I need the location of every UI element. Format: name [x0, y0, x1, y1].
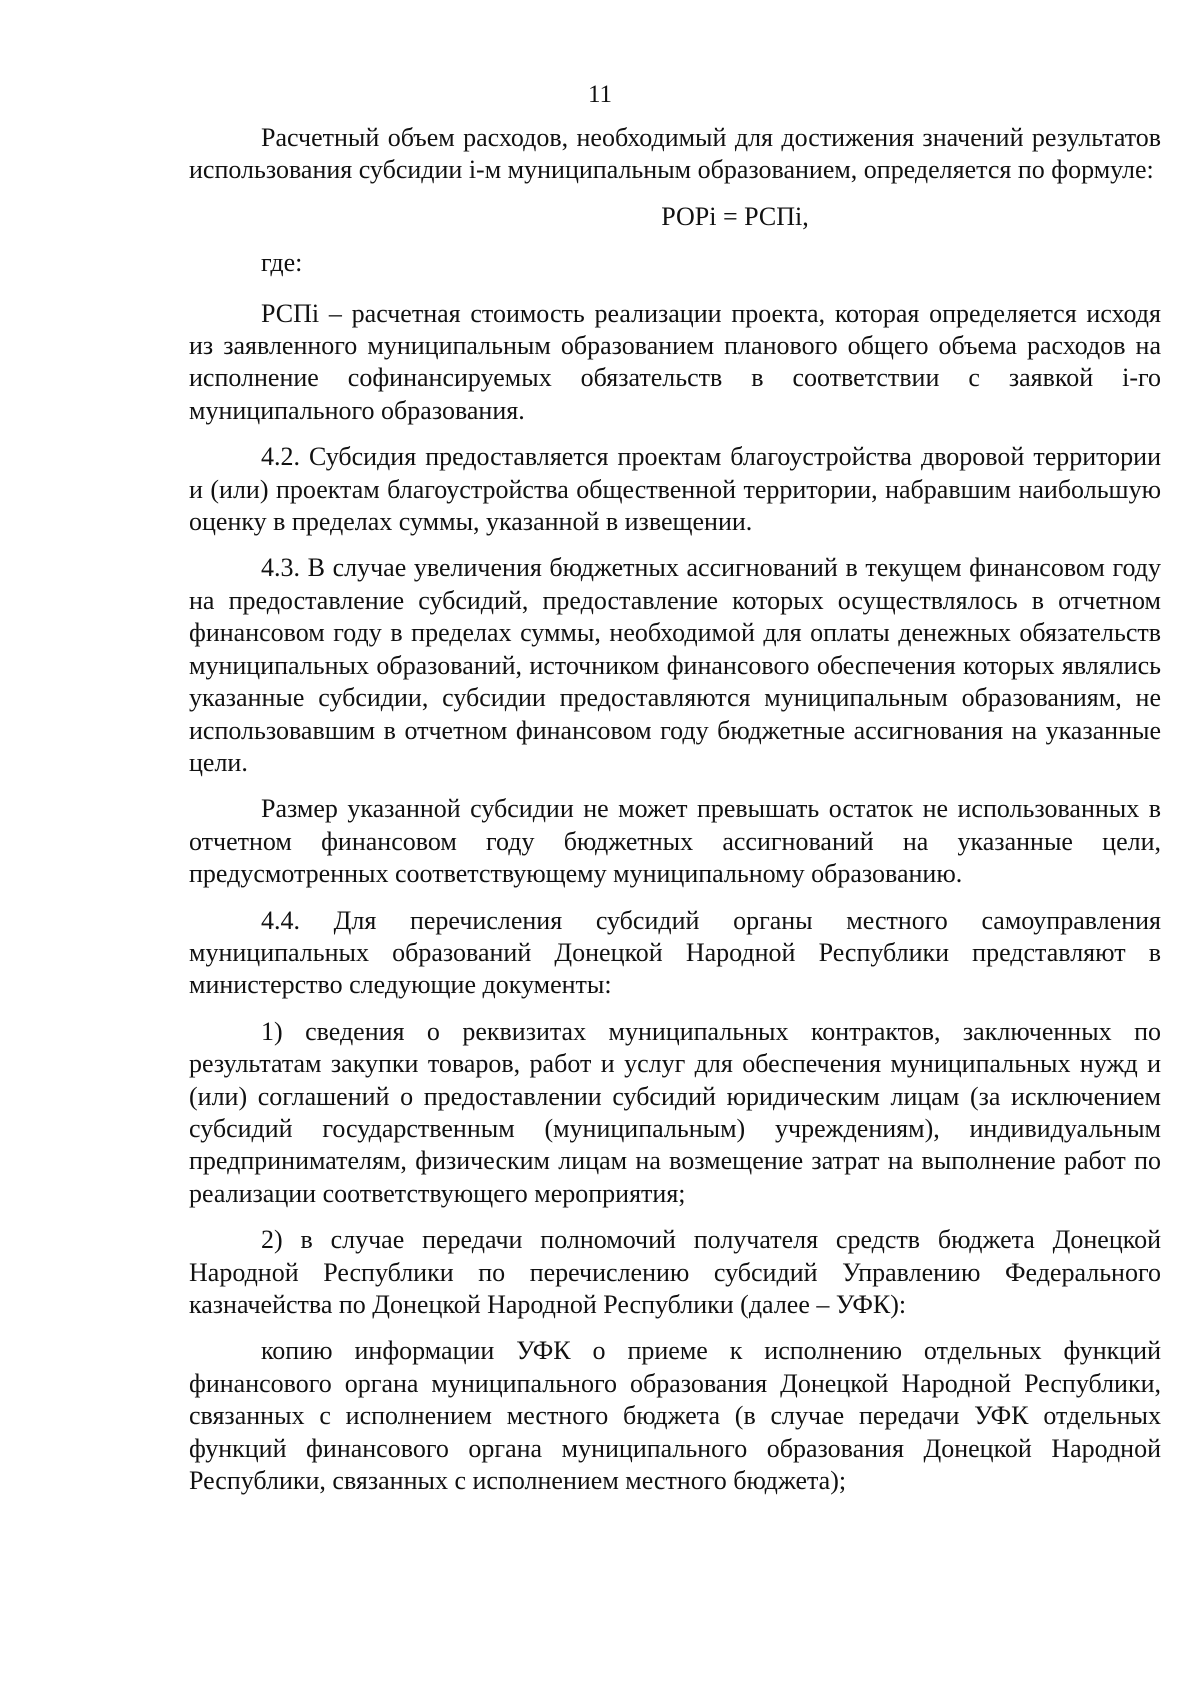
list-item-1: 1) сведения о реквизитах муниципальных контрактов, заключенных по результатам закупки товаров, работ и услуг для обеспечения муниципальных нужд и (или) соглашений о предоставлении субсидий юридическим лицам (за исключением субсидий государственным (муниципальным) учреждениям), индивидуальным предпринимателям, физическим лицам на возмещение затрат на выполнение работ по реализации соответствующего мероприятия;: [189, 1016, 1161, 1208]
paragraph-ufk-copy: копию информации УФК о приеме к исполнению отдельных функций финансового органа муниципального образования Донецкой Народной Республики, связанных с исполнением местного бюджета (в случае передачи УФК отдельных функций финансового органа муниципального образования Донецкой Народной Республики, связанных с исполнением местного бюджета);: [189, 1336, 1161, 1496]
list-item-2: 2) в случае передачи полномочий получателя средств бюджета Донецкой Народной Республики по перечислению субсидий Управлению Федерального казначейства по Донецкой Народной Республики (далее – УФК):: [189, 1225, 1161, 1319]
paragraph-formula-intro: Расчетный объем расходов, необходимый для достижения значений результатов использования субсидии i-м муниципальным образованием, определяется по формуле:: [189, 123, 1161, 185]
page-number: 11: [587, 81, 613, 108]
paragraph-4-2: 4.2. Субсидия предоставляется проектам благоустройства дворовой территории и (или) проектам благоустройства общественной территории, набравшим наибольшую оценку в пределах суммы, указанной в извещении.: [189, 442, 1161, 537]
paragraph-4-4: 4.4. Для перечисления субсидий органы местного самоуправления муниципальных образований Донецкой Народной Республики представляют в министерство следующие документы:: [189, 905, 1161, 1000]
paragraph-rspi-definition: РСПi – расчетная стоимость реализации проекта, которая определяется исходя из заявленного муниципальным образованием планового общего объема расходов на исполнение софинансируемых обязательств в соответствии с заявкой i-го муниципального образования.: [189, 298, 1161, 425]
paragraph-subsidy-limit: Размер указанной субсидии не может превышать остаток не использованных в отчетном финансовом году бюджетных ассигнований на указанные цели, предусмотренных соответствующему муниципальному образованию.: [189, 794, 1161, 889]
formula: РОРi = РСПi,: [661, 201, 809, 231]
paragraph-where: где:: [261, 248, 303, 278]
document-body: [189, 122, 1161, 1511]
paragraph-4-3: 4.3. В случае увеличения бюджетных ассигнований в текущем финансовом году на предоставление субсидий, предоставление которых осуществлялось в отчетном финансовом году в пределах суммы, необходимой для оплаты денежных обязательств муниципальных образований, источником финансового обеспечения которых являлись указанные субсидии, субсидии предоставляются муниципальным образованиям, не использовавшим в отчетном финансовом году бюджетные ассигнования на указанные цели.: [189, 553, 1161, 777]
